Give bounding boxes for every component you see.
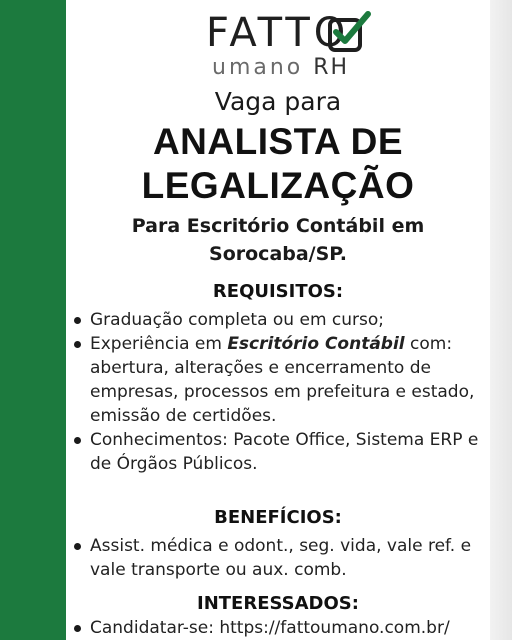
requisitos-heading: REQUISITOS: — [212, 281, 344, 302]
left-green-band — [0, 0, 66, 640]
beneficios-heading: BENEFÍCIOS: — [214, 507, 342, 528]
interessados-list — [70, 616, 500, 640]
vaga-label: Vaga para — [214, 87, 342, 116]
list-item: Assist. médica e odont., seg. vida, vale ref. e vale transporte ou aux. comb. — [70, 534, 500, 582]
job-title-line-1: ANALISTA DE — [152, 121, 404, 162]
list-item: Candidatar-se: https://fattoumano.com.br/ — [70, 616, 500, 640]
beneficios-list — [70, 534, 500, 582]
fatto-logo — [206, 10, 376, 82]
job-location — [76, 212, 480, 268]
checkmark-icon — [326, 10, 372, 54]
job-location-line-1: Para Escritório Contábil em — [131, 215, 425, 237]
job-location-line-2: Sorocaba/SP. — [209, 243, 347, 265]
list-item — [70, 332, 500, 428]
list-item-text: com: abertura, alterações e encerramento de empresas, processos em prefeitura e estado, emissão de certidões. — [90, 334, 475, 426]
logo-subtitle-umano: umano — [212, 55, 304, 80]
list-item: Conhecimentos: Pacote Office, Sistema ERP e de Órgãos Públicos. — [70, 428, 500, 476]
list-item-text: Experiência em — [90, 334, 228, 354]
job-post-card — [66, 0, 490, 640]
logo-subtitle — [212, 56, 349, 80]
interessados-heading: INTERESSADOS: — [197, 593, 359, 614]
logo-subtitle-rh: RH — [313, 55, 350, 80]
logo-wordmark: FATTO — [206, 10, 350, 56]
requisitos-list — [70, 308, 500, 476]
list-item-emphasis: Escritório Contábil — [227, 334, 405, 354]
job-title — [66, 120, 490, 208]
list-item: Graduação completa ou em curso; — [70, 308, 500, 332]
job-title-line-2: LEGALIZAÇÃO — [141, 165, 415, 206]
